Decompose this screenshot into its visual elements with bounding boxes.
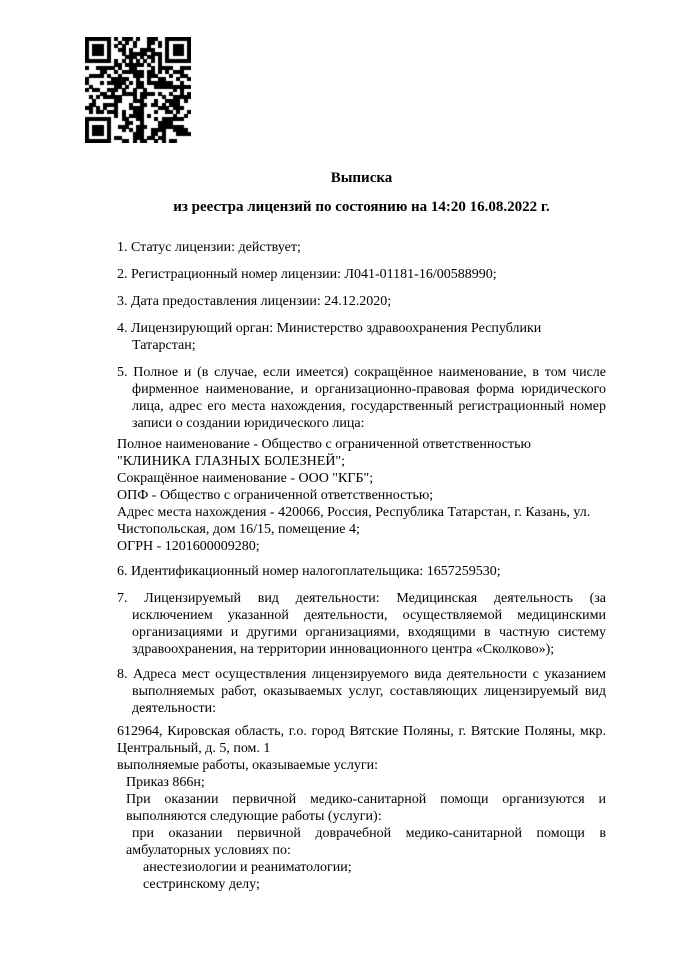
item-text: Регистрационный номер лицензии: Л041-01181-16/00588990; xyxy=(131,267,497,282)
activity-address: 612964, Кировская область, г.о. город Вятские Поляны, г. Вятские Поляны, мкр. Центральный, д. 5, пом. 1 xyxy=(117,724,606,756)
item-text: Лицензируемый вид деятельности: Медицинская деятельность (за исключением указанной деятельности, осуществляемой медицинскими организациями и другими организациями, входящими в частную систему здравоохранения, на территории инновационного центра «Сколково»); xyxy=(132,591,607,657)
works-order: Приказ 866н; xyxy=(126,775,205,790)
org-ogrn: ОГРН - 1201600009280; xyxy=(117,539,260,554)
item-text: Дата предоставления лицензии: 24.12.2020; xyxy=(131,294,392,309)
document-subtitle: из реестра лицензий по состоянию на 14:20 16.08.2022 г. xyxy=(173,199,550,215)
item-number: 4. xyxy=(117,321,128,336)
item-text: Идентификационный номер налогоплательщика: 1657259530; xyxy=(131,564,501,579)
item-number: 6. xyxy=(117,564,128,579)
org-full-name: Полное наименование - Общество с ограниченной ответственностью "КЛИНИКА ГЛАЗНЫХ БОЛЕЗНЕЙ"; xyxy=(117,437,531,469)
organization-block xyxy=(117,436,606,555)
works-service-nursing: сестринскому делу; xyxy=(143,877,260,892)
works-section xyxy=(117,757,606,893)
item-license-status xyxy=(117,239,606,256)
item-number: 2. xyxy=(117,267,128,282)
org-opf: ОПФ - Общество с ограниченной ответственностью; xyxy=(117,488,434,503)
item-text: Полное и (в случае, если имеется) сокращённое наименование, в том числе фирменное наименование, и организационно-правовая форма юридического лица, адрес его места нахождения, государственный регистрационный номер записи о создании юридического лица: xyxy=(132,365,607,431)
works-paragraph-prehospital-care: при оказании первичной доврачебной медико-санитарной помощи в амбулаторных условиях по: xyxy=(126,826,606,858)
document-body xyxy=(117,169,606,893)
item-activity-type xyxy=(117,590,606,658)
item-number: 7. xyxy=(117,591,128,606)
item-licensing-authority xyxy=(117,320,606,354)
document-title: Выписка xyxy=(330,170,393,186)
org-short-name: Сокращённое наименование - ООО "КГБ"; xyxy=(117,471,374,486)
item-number: 5. xyxy=(117,365,128,380)
item-number: 1. xyxy=(117,240,128,255)
qr-code-icon xyxy=(85,37,191,143)
item-activity-addresses xyxy=(117,666,606,717)
works-paragraph-primary-care: При оказании первичной медико-санитарной помощи организуются и выполняются следующие работы (услуги): xyxy=(126,792,606,824)
org-address: Адрес места нахождения - 420066, Россия, Республика Татарстан, г. Казань, ул. Чистопольская, дом 16/15, помещение 4; xyxy=(117,505,591,537)
item-text: Лицензирующий орган: Министерство здравоохранения Республики Татарстан; xyxy=(131,321,542,353)
works-intro: выполняемые работы, оказываемые услуги: xyxy=(117,758,379,773)
item-inn xyxy=(117,563,606,580)
item-number: 3. xyxy=(117,294,128,309)
item-text: Адреса мест осуществления лицензируемого вида деятельности с указанием выполняемых работ, оказываемых услуг, составляющих лицензируемый вид деятельности: xyxy=(132,667,607,716)
works-service-anesthesiology: анестезиологии и реаниматологии; xyxy=(143,860,352,875)
item-license-number xyxy=(117,266,606,283)
item-text: Статус лицензии: действует; xyxy=(131,240,301,255)
item-license-date xyxy=(117,293,606,310)
item-number: 8. xyxy=(117,667,128,682)
item-org-naming xyxy=(117,364,606,432)
